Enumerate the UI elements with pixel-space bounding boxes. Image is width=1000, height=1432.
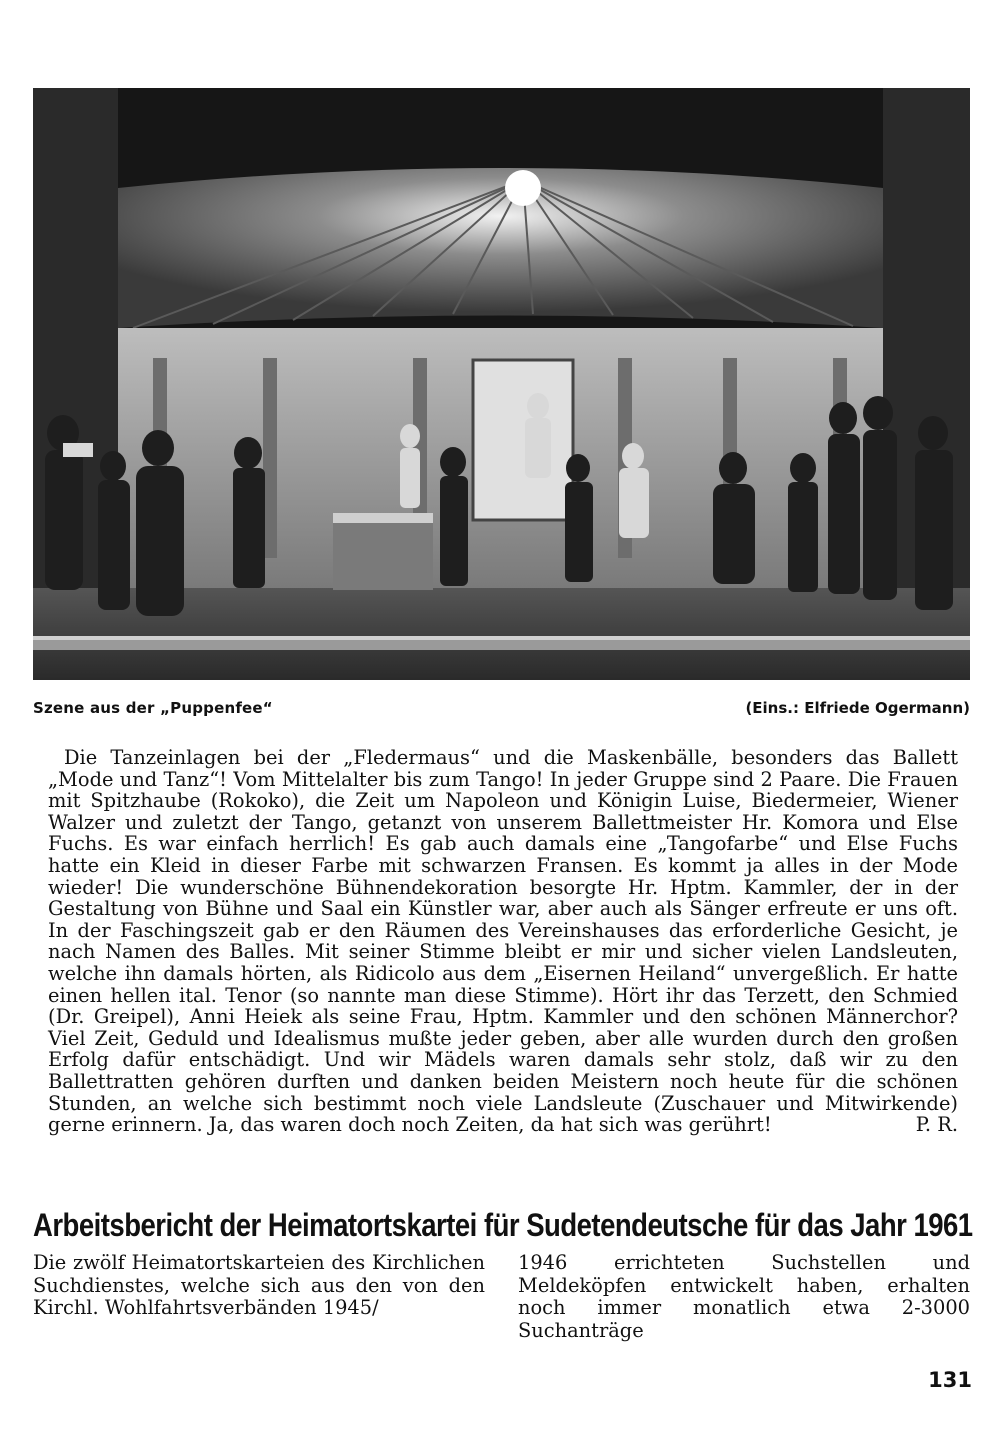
report-headline: Arbeitsbericht der Heimatortskartei für Sudetendeutsche für das Jahr 1961 [33,1207,973,1243]
report-column-right: 1946 errichteten Suchstellen und Meldeköpfen entwickelt haben, erhalten noch immer monatlich etwa 2-3000 Suchanträge [518,1251,970,1342]
stage-photo [33,88,970,680]
stage-scene-image [33,88,970,680]
article-paragraph [48,747,958,1136]
page-number: 131 [928,1368,972,1392]
photo-credit: (Eins.: Elfriede Ogermann) [745,699,970,717]
article-text: Die Tanzeinlagen bei der „Fledermaus“ und die Maskenbälle, besonders das Ballett „Mode und Tanz“! Vom Mittelalter bis zum Tango! In jeder Gruppe sind 2 Paare. Die Frauen mit Spitzhaube (Rokoko), die Zeit um Napoleon und Königin Luise, Biedermeier, Wiener Walzer und zuletzt der Tango, getanzt von unserem Ballettmeister Hr. Komora und Else Fuchs. Es war einfach herrlich! Es gab auch damals eine „Tangofarbe“ und Else Fuchs hatte ein Kleid in dieser Farbe mit schwarzen Fransen. Es kommt ja alles in der Mode wieder! Die wunderschöne Bühnendekoration besorgte Hr. Hptm. Kammler, der in der Gestaltung von Bühne und Saal ein Künstler war, aber auch als Sänger erfreute er uns oft. In der Faschingszeit gab er den Räumen des Vereinshauses das erforderliche Gesicht, je nach Namen des Balles. Mit seiner Stimme bleibt er mir und sicher vielen Landsleuten, welche ihn damals hörten, als Ridicolo aus dem „Eisernen Heiland“ unvergeßlich. Er hatte einen hellen ital. Tenor (so nannte man diese Stimme). Hört ihr das Terzett, den Schmied (Dr. Greipel), Anni Heiek als seine Frau, Hptm. Kammler und den schönen Männerchor? Viel Zeit, Geduld und Idealismus mußte jeder geben, aber alle wurden durch den großen Erfolg dafür entschädigt. Und wir Mädels waren damals sehr stolz, daß wir zu den Ballettratten gehören durften und danken beiden Meistern noch heute für die schönen Stunden, an welche sich bestimmt noch viele Landsleute (Zuschauer und Mitwirkende) gerne erinnern. Ja, das waren doch noch Zeiten, da hat sich was gerührt! [48,746,958,1137]
author-signature: P. R. [915,1113,958,1137]
article-body [48,747,958,1136]
photo-caption: Szene aus der „Puppenfee“ [33,699,273,717]
report-column-left: Die zwölf Heimatortskarteien des Kirchlichen Suchdienstes, welche sich aus den von den Kirchl. Wohlfahrtsverbänden 1945/ [33,1251,485,1319]
